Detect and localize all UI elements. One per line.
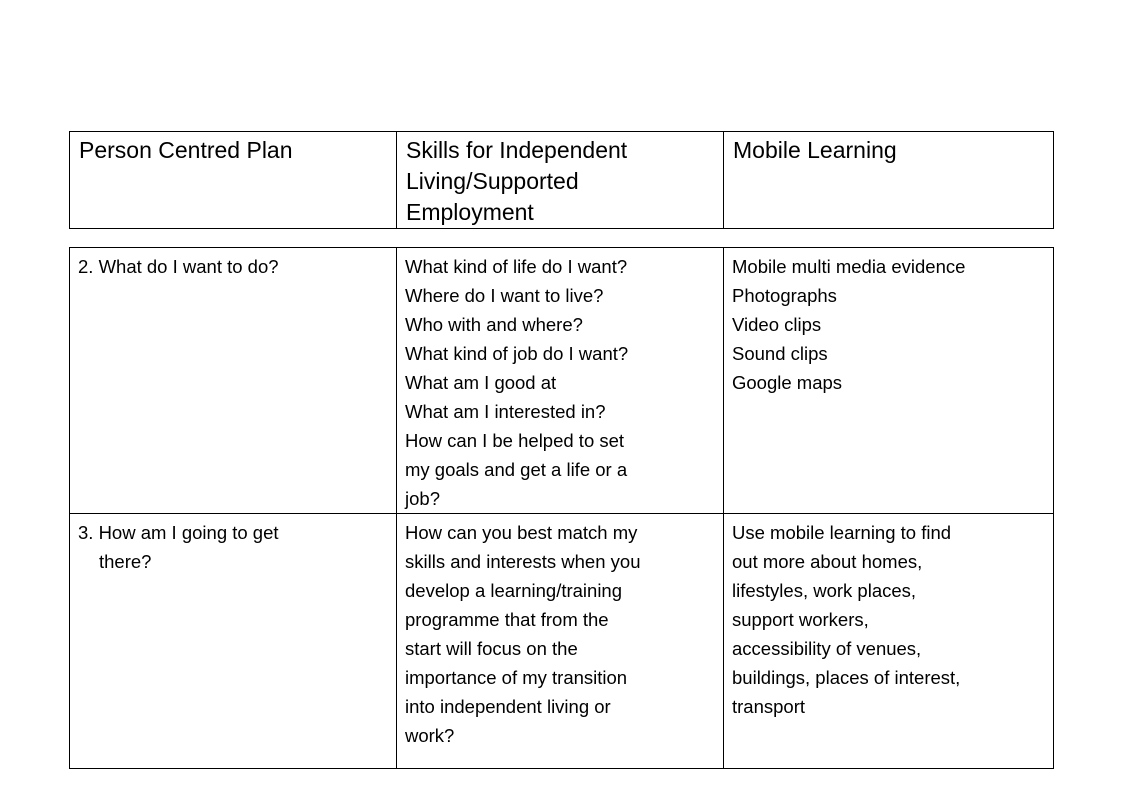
skills-cell <box>397 248 724 514</box>
step-line: 3. How am I going to get <box>78 522 279 543</box>
skills-line: my goals and get a life or a <box>405 459 628 480</box>
header-table <box>69 131 1054 229</box>
skills-line: How can you best match my <box>405 522 638 543</box>
mobile-line: Photographs <box>732 285 837 306</box>
mobile-line: lifestyles, work places, <box>732 580 917 601</box>
header-col2-line: Skills for Independent <box>406 137 628 163</box>
mobile-cell <box>724 248 1054 514</box>
content-table <box>69 247 1054 769</box>
mobile-line: transport <box>732 696 806 717</box>
mobile-line: support workers, <box>732 609 869 630</box>
header-skills <box>397 132 724 229</box>
header-person-centred-plan <box>70 132 397 229</box>
skills-line: skills and interests when you <box>405 551 641 572</box>
header-mobile-learning <box>724 132 1054 229</box>
step-line: 2. What do I want to do? <box>78 256 279 277</box>
step-cell <box>70 514 397 769</box>
mobile-line: Video clips <box>732 314 822 335</box>
mobile-line: Sound clips <box>732 343 828 364</box>
skills-cell <box>397 514 724 769</box>
header-col1-text: Person Centred Plan <box>79 137 293 163</box>
skills-line: importance of my transition <box>405 667 628 688</box>
step-cell <box>70 248 397 514</box>
mobile-line: Use mobile learning to find <box>732 522 952 543</box>
skills-line: Where do I want to live? <box>405 285 604 306</box>
header-col2-line: Employment <box>406 199 534 225</box>
header-col3-text: Mobile Learning <box>733 137 897 163</box>
skills-line: job? <box>405 488 440 509</box>
skills-line: What am I good at <box>405 372 557 393</box>
mobile-line: out more about homes, <box>732 551 923 572</box>
mobile-line: Google maps <box>732 372 843 393</box>
skills-line: Who with and where? <box>405 314 583 335</box>
skills-line: What kind of job do I want? <box>405 343 629 364</box>
mobile-line: accessibility of venues, <box>732 638 922 659</box>
header-row <box>70 132 1054 229</box>
mobile-cell <box>724 514 1054 769</box>
header-col2-line: Living/Supported <box>406 168 579 194</box>
step-line: there? <box>99 551 152 572</box>
skills-line: How can I be helped to set <box>405 430 625 451</box>
skills-line: start will focus on the <box>405 638 578 659</box>
table-row <box>70 248 1054 514</box>
mobile-line: Mobile multi media evidence <box>732 256 966 277</box>
skills-line: programme that from the <box>405 609 609 630</box>
table-row <box>70 514 1054 769</box>
skills-line: What kind of life do I want? <box>405 256 628 277</box>
skills-line: develop a learning/training <box>405 580 623 601</box>
skills-line: What am I interested in? <box>405 401 606 422</box>
skills-line: into independent living or <box>405 696 611 717</box>
skills-line: work? <box>405 725 455 746</box>
mobile-line: buildings, places of interest, <box>732 667 961 688</box>
